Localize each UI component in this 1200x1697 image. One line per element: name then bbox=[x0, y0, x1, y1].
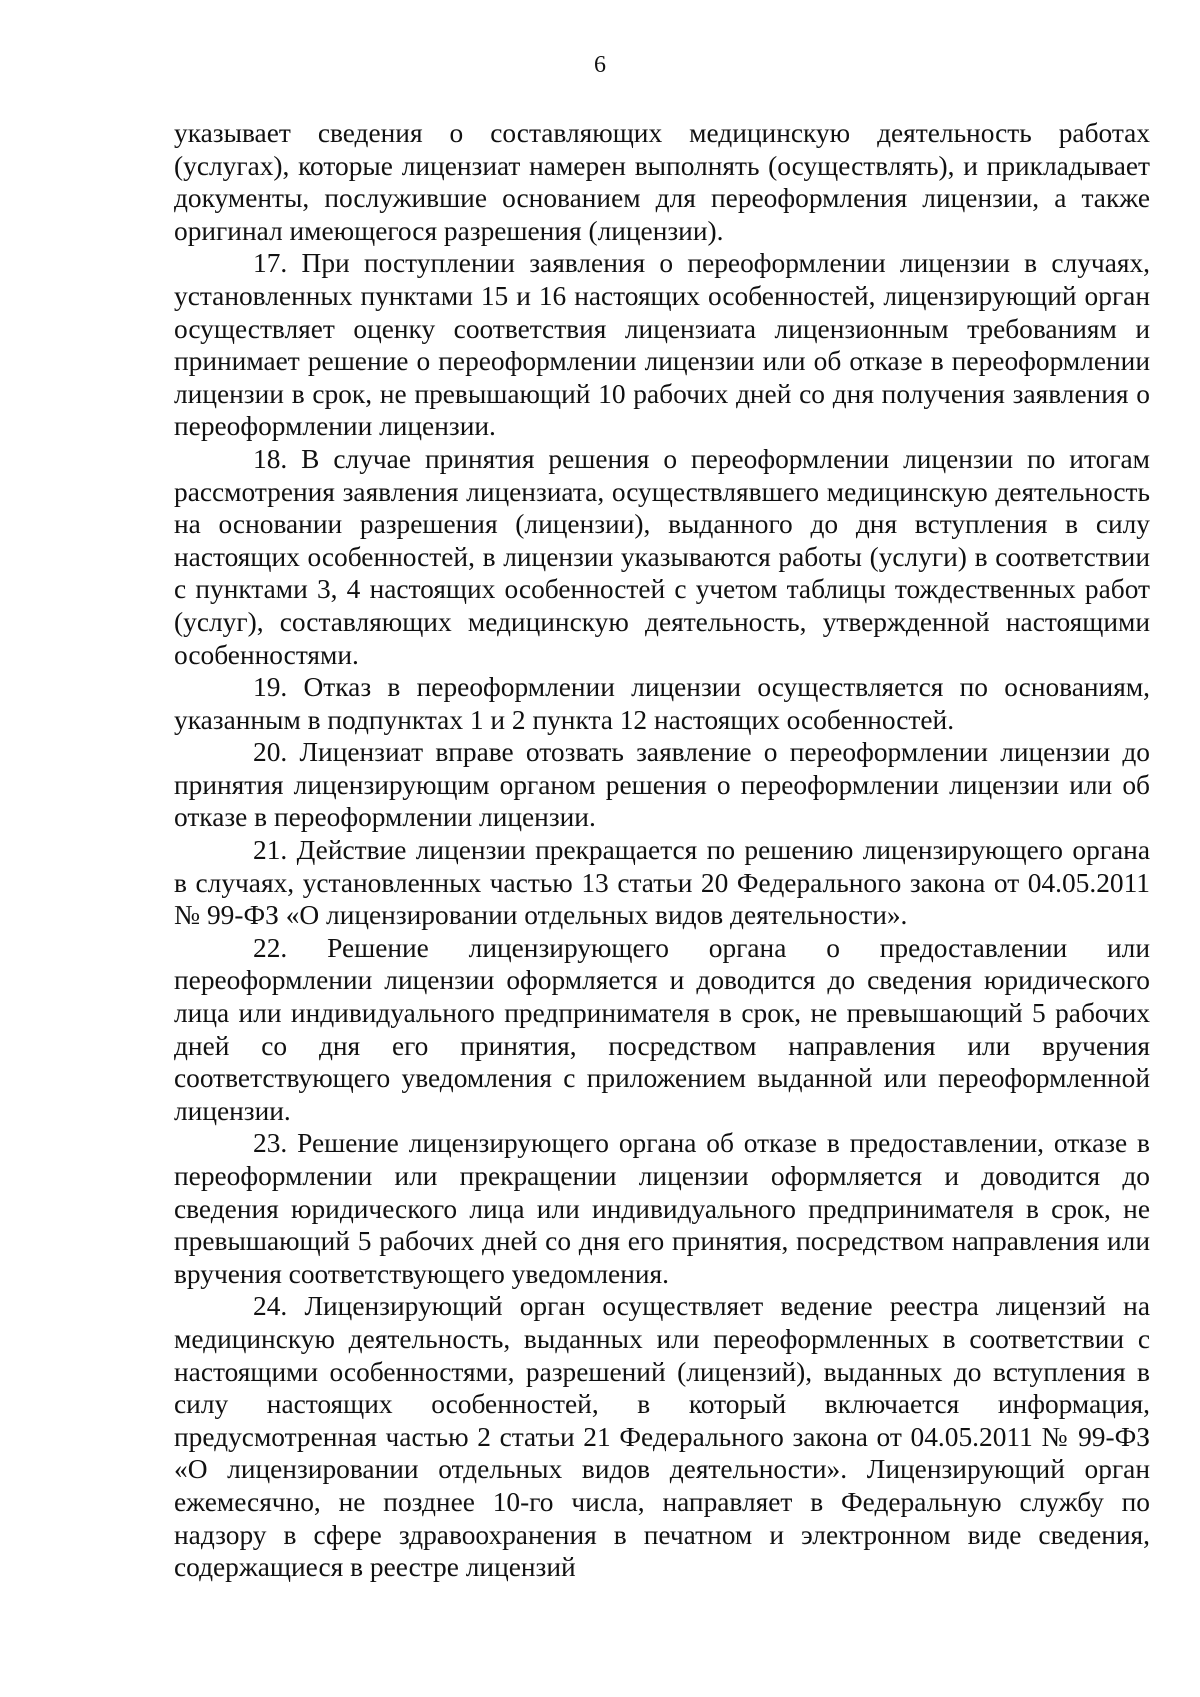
page-number: 6 bbox=[594, 52, 606, 78]
paragraph-24: 24. Лицензирующий орган осуществляет ведение реестра лицензий на медицинскую деятельность, выданных или переоформленных в соответствии с настоящими особенностями, разрешений (лицензий), выданных до вступления в силу настоящих особенностей, в который включается информация, предусмотренная частью 2 статьи 21 Федерального закона от 04.05.2011 № 99-ФЗ «О лицензировании отдельных видов деятельности». Лицензирующий орган ежемесячно, не позднее 10-го числа, направляет в Федеральную службу по надзору в сфере здравоохранения в печатном и электронном виде сведения, содержащиеся в реестре лицензий bbox=[174, 1291, 1150, 1583]
paragraph-22: 22. Решение лицензирующего органа о предоставлении или переоформлении лицензии оформляется и доводится до сведения юридического лица или индивидуального предпринимателя в срок, не превышающий 5 рабочих дней со дня его принятия, посредством направления или вручения соответствующего уведомления с приложением выданной или переоформленной лицензии. bbox=[174, 932, 1150, 1126]
document-body bbox=[174, 117, 1150, 1584]
paragraph-20: 20. Лицензиат вправе отозвать заявление о переоформлении лицензии до принятия лицензирующим органом решения о переоформлении лицензии или об отказе в переоформлении лицензии. bbox=[174, 737, 1150, 833]
paragraph-21: 21. Действие лицензии прекращается по решению лицензирующего органа в случаях, установленных частью 13 статьи 20 Федерального закона от 04.05.2011 № 99-ФЗ «О лицензировании отдельных видов деятельности». bbox=[174, 835, 1150, 931]
paragraph-continuation: указывает сведения о составляющих медицинскую деятельность работах (услугах), которые лицензиат намерен выполнять (осуществлять), и прикладывает документы, послужившие основанием для переоформления лицензии, а также оригинал имеющегося разрешения (лицензии). bbox=[174, 118, 1150, 246]
paragraph-17: 17. При поступлении заявления о переоформлении лицензии в случаях, установленных пунктами 15 и 16 настоящих особенностей, лицензирующий орган осуществляет оценку соответствия лицензиата лицензионным требованиям и принимает решение о переоформлении лицензии или об отказе в переоформлении лицензии в срок, не превышающий 10 рабочих дней со дня получения заявления о переоформлении лицензии. bbox=[174, 248, 1150, 442]
paragraph-19: 19. Отказ в переоформлении лицензии осуществляется по основаниям, указанным в подпунктах 1 и 2 пункта 12 настоящих особенностей. bbox=[174, 672, 1150, 735]
paragraph-18: 18. В случае принятия решения о переоформлении лицензии по итогам рассмотрения заявления лицензиата, осуществлявшего медицинскую деятельность на основании разрешения (лицензии), выданного до дня вступления в силу настоящих особенностей, в лицензии указываются работы (услуги) в соответствии с пунктами 3, 4 настоящих особенностей с учетом таблицы тождественных работ (услуг), составляющих медицинскую деятельность, утвержденной настоящими особенностями. bbox=[174, 443, 1150, 670]
paragraph-23: 23. Решение лицензирующего органа об отказе в предоставлении, отказе в переоформлении или прекращении лицензии оформляется и доводится до сведения юридического лица или индивидуального предпринимателя в срок, не превышающий 5 рабочих дней со дня его принятия, посредством направления или вручения соответствующего уведомления. bbox=[174, 1128, 1150, 1289]
